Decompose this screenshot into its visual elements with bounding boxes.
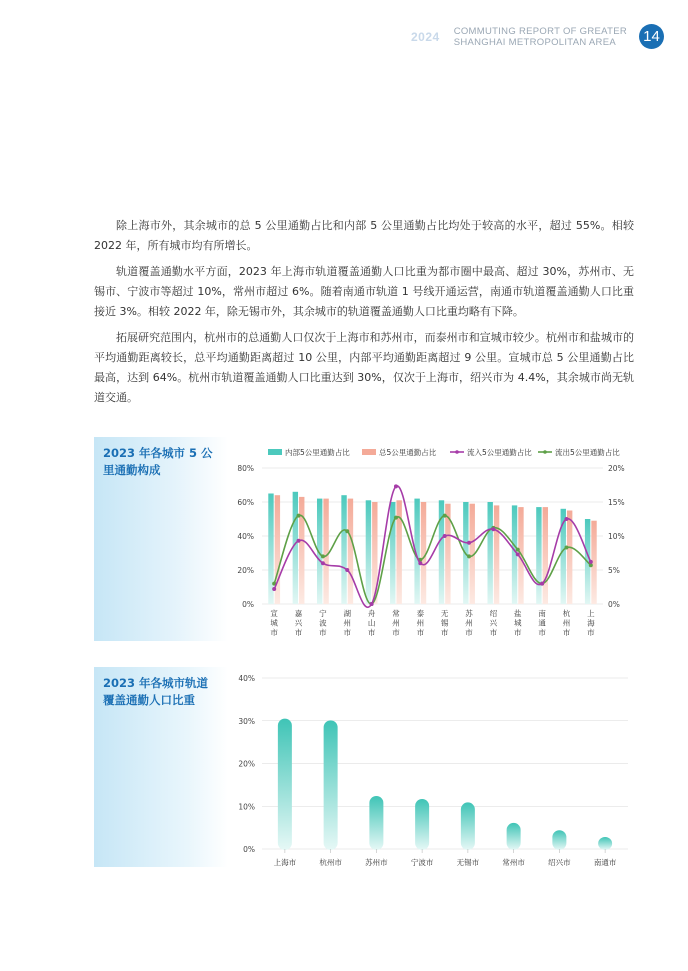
x-tick-label: 宁波市	[410, 858, 434, 867]
x-tick-label: 杭州市	[562, 609, 571, 637]
x-tick-label: 绍兴市	[548, 858, 571, 867]
x-tick-label: 泰州市	[416, 609, 425, 637]
legend-marker	[543, 450, 547, 454]
x-tick-label: 上海市	[273, 858, 297, 867]
y-tick-left: 0%	[242, 600, 254, 609]
bar-internal-5km	[366, 500, 371, 604]
bar-total-5km	[396, 500, 401, 604]
bar-internal-5km	[317, 499, 322, 604]
bar-total-5km	[518, 507, 523, 604]
data-point	[394, 484, 398, 488]
bar-internal-5km	[487, 502, 492, 604]
bar-internal-5km	[512, 505, 517, 604]
y-tick: 20%	[238, 759, 255, 769]
data-point	[540, 582, 544, 586]
page-number-badge: 14	[639, 24, 664, 49]
data-point	[589, 560, 593, 564]
data-point	[564, 517, 568, 521]
bar-internal-5km	[268, 494, 273, 605]
data-point	[321, 554, 325, 558]
y-tick-right: 15%	[608, 498, 625, 507]
y-tick: 0%	[243, 845, 255, 854]
y-tick: 30%	[238, 716, 255, 726]
data-point	[516, 548, 520, 552]
data-point	[418, 558, 422, 562]
legend-swatch	[362, 449, 376, 455]
bar-internal-5km	[414, 499, 419, 604]
x-tick-label: 上海市	[587, 609, 595, 637]
bar-total-5km	[445, 504, 450, 604]
x-tick-label: 南通市	[593, 858, 617, 867]
x-tick-label: 盐城市	[514, 609, 522, 637]
data-point	[272, 587, 276, 591]
bar-total-5km	[299, 497, 304, 604]
data-point	[467, 554, 471, 558]
body-text	[94, 216, 634, 414]
bar-internal-5km	[390, 502, 395, 604]
bar-total-5km	[348, 499, 353, 604]
bar-rail-coverage	[278, 719, 292, 850]
bar-total-5km	[494, 505, 499, 604]
x-tick-label: 常州市	[502, 858, 525, 867]
x-tick-label: 舟山市	[367, 609, 376, 637]
data-point	[564, 546, 568, 550]
paragraph: 除上海市外，其余城市的总 5 公里通勤占比和内部 5 公里通勤占比均处于较高的水平，超过 55%。相较 2022 年，所有城市均有所增长。	[94, 219, 634, 252]
header-title-line1: COMMUTING REPORT OF GREATER	[453, 25, 627, 37]
data-point	[589, 563, 593, 567]
data-point	[443, 514, 447, 518]
bar-internal-5km	[561, 509, 566, 604]
data-point	[321, 561, 325, 565]
y-tick-right: 0%	[608, 600, 620, 609]
header-year: 2024	[410, 29, 440, 44]
bar-internal-5km	[463, 502, 468, 604]
legend-label: 流入5公里通勤占比	[467, 448, 532, 457]
paragraph: 拓展研究范围内，杭州市的总通勤人口仅次于上海市和苏州市，而泰州市和宣城市较少。杭州市和盐城市的平均通勤距离较长，总平均通勤距离超过 10 公里，内部平均通勤距离超过 9 公里。宣城市总 5 公里通勤占比最高，达到 64%。杭州市轨道覆盖通勤人口比重达到 30%，仅次于上海市，绍兴市为 4.4%，其余城市尚无轨道交通。	[94, 331, 634, 404]
data-point	[491, 526, 495, 530]
data-point	[443, 534, 447, 538]
data-point	[467, 541, 471, 545]
x-tick-label: 湖州市	[343, 609, 351, 637]
data-point	[297, 514, 301, 518]
bar-internal-5km	[536, 507, 541, 604]
data-point	[345, 568, 349, 572]
legend-swatch	[268, 449, 282, 455]
legend-label: 流出5公里通勤占比	[555, 448, 620, 457]
bar-total-5km	[567, 511, 572, 605]
bar-rail-coverage	[461, 802, 475, 850]
bar-total-5km	[275, 495, 280, 604]
data-point	[491, 527, 495, 531]
x-tick-label: 无锡市	[440, 609, 449, 637]
series-line	[274, 515, 591, 604]
chart1-label: 2023 年各城市 5 公里通勤构成	[94, 437, 228, 641]
header-title-line2: SHANGHAI METROPOLITAN AREA	[453, 36, 616, 48]
x-tick-label: 苏州市	[465, 609, 473, 637]
x-tick-label: 苏州市	[365, 858, 388, 867]
data-point	[418, 561, 422, 565]
x-tick-label: 绍兴市	[489, 609, 498, 637]
bar-internal-5km	[293, 492, 298, 604]
page-header	[411, 24, 664, 49]
y-tick: 40%	[238, 674, 255, 683]
bar-rail-coverage	[598, 837, 612, 850]
data-point	[272, 582, 276, 586]
bar-rail-coverage	[507, 823, 521, 850]
data-point	[394, 516, 398, 520]
bar-total-5km	[421, 502, 426, 604]
legend-marker	[455, 450, 459, 454]
chart2-label: 2023 年各城市轨道覆盖通勤人口比重	[94, 667, 228, 867]
y-tick: 10%	[238, 802, 255, 812]
bar-rail-coverage	[415, 799, 429, 850]
bar-internal-5km	[439, 500, 444, 604]
bar-internal-5km	[341, 495, 346, 604]
data-point	[370, 602, 374, 606]
header-title	[454, 26, 627, 48]
bar-total-5km	[543, 507, 548, 604]
y-tick-left: 20%	[237, 566, 254, 575]
y-tick-left: 80%	[237, 464, 254, 473]
y-tick-right: 10%	[608, 532, 625, 541]
x-tick-label: 宁波市	[319, 609, 327, 637]
bar-total-5km	[323, 499, 328, 604]
x-tick-label: 杭州市	[319, 858, 342, 867]
bar-total-5km	[372, 502, 377, 604]
bar-total-5km	[591, 521, 596, 604]
legend-label: 总5公里通勤占比	[379, 448, 437, 457]
bar-rail-coverage	[324, 720, 338, 850]
bar-total-5km	[470, 504, 475, 604]
y-tick-right: 5%	[608, 566, 620, 575]
data-point	[345, 529, 349, 533]
x-tick-label: 常州市	[392, 609, 400, 637]
y-tick-left: 60%	[237, 498, 254, 507]
data-point	[540, 582, 544, 586]
y-tick-left: 40%	[237, 532, 254, 541]
x-tick-label: 南通市	[538, 609, 546, 637]
data-point	[370, 602, 374, 606]
bar-rail-coverage	[369, 796, 383, 850]
y-tick-right: 20%	[608, 464, 625, 473]
data-point	[516, 552, 520, 556]
bar-internal-5km	[585, 519, 590, 604]
bar-rail-coverage	[552, 830, 566, 850]
x-tick-label: 无锡市	[456, 858, 480, 867]
data-point	[297, 539, 301, 543]
x-tick-label: 嘉兴市	[294, 609, 303, 637]
paragraph: 轨道覆盖通勤水平方面，2023 年上海市轨道覆盖通勤人口比重为都市圈中最高、超过 30%，苏州市、无锡市、宁波市等超过 10%，常州市超过 6%。随着南通市轨道 1 号线开通运营，南通市轨道覆盖通勤人口比重接近 3%。相较 2022 年，除无锡市外，其余城市的轨道覆盖通勤人口比重均略有下降。	[94, 265, 634, 318]
legend-label: 内部5公里通勤占比	[285, 448, 350, 457]
x-tick-label: 宣城市	[270, 609, 278, 637]
series-line	[274, 486, 591, 607]
